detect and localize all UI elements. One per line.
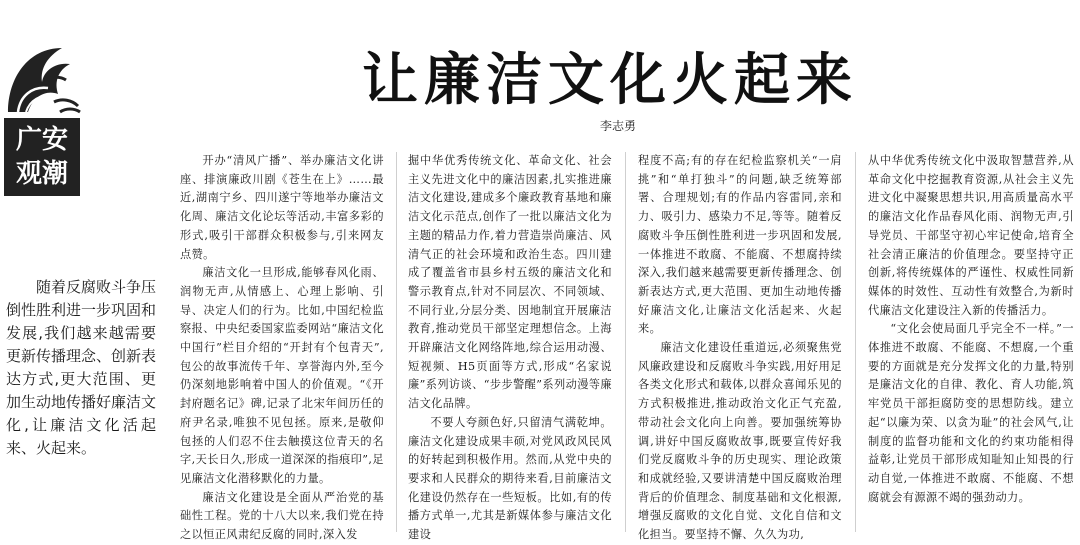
body-paragraph: 开办“清风广播”、举办廉洁文化讲座、排演廉政川剧《苍生在上》……最近,湖南宁乡、四川遂宁等地举办廉洁文化周、廉洁文化论坛等活动,丰富多彩的形式,吸引干部群众积极参与,引来网友点赞。 bbox=[180, 154, 384, 261]
body-paragraph: “文化会使局面几乎完全不一样。”一体推进不敢腐、不能腐、不想腐,一个重要的方面就是充分发挥文化的力量,特别是廉洁文化的自律、教化、育人功能,筑牢党员干部拒腐防变的思想防线。建立起“以廉为荣、以贪为耻”的社会风气,让制度的监督功能和文化的约束功能相得益彰,让党员干部形成知耻知止知畏的行动自觉,一体推进不敢腐、不能腐、不想腐就会有源源不竭的强劲动力。 bbox=[868, 322, 1074, 504]
wave-emblem-icon bbox=[4, 42, 82, 116]
body-column-4 bbox=[868, 152, 1074, 532]
intro-summary: 随着反腐败斗争压倒性胜利进一步巩固和发展,我们越来越需要更新传播理念、创新表达方式,更大范围、更加生动地传播好廉洁文化,让廉洁文化活起来、火起来。 bbox=[6, 278, 157, 457]
author-byline: 李志勇 bbox=[600, 119, 637, 133]
body-column-1 bbox=[180, 152, 384, 542]
column-label-badge bbox=[4, 118, 80, 196]
body-paragraph: 程度不高;有的存在纪检监察机关“一肩挑”和“单打独斗”的问题,缺乏统筹部署、合理规划;有的作品内容雷同,亲和力、吸引力、感染力不足,等等。随着反腐败斗争压倒性胜利进一步巩固和发展,一体推进不敢腐、不能腐、不想腐持续深入,我们越来越需要更新传播理念、创新表达方式,更大范围、更加生动地传播好廉洁文化,让廉洁文化活起来、火起来。 bbox=[638, 154, 842, 336]
body-column-3 bbox=[638, 152, 842, 542]
body-paragraph: 掘中华优秀传统文化、革命文化、社会主义先进文化中的廉洁因素,扎实推进廉洁文化建设,建成多个廉政教育基地和廉洁文化示范点,创作了一批以廉洁文化为主题的精品力作,着力营造崇尚廉洁、风清气正的社会环境和政治生态。四川建成了覆盖省市县乡村五级的廉洁文化和警示教育点,针对不同层次、不同领域、不同行业,分层分类、因地制宜开展廉洁教育,推动党员干部坚定理想信念。上海开辟廉洁文化网络阵地,综合运用动漫、短视频、H5页面等方式,形成“名家说廉”系列访谈、“步步警醒”系列动漫等廉洁文化品牌。 bbox=[408, 154, 612, 411]
body-column-2 bbox=[408, 152, 612, 542]
body-paragraph: 廉洁文化建设是全面从严治党的基础性工程。党的十八大以来,我们党在持之以恒正风肃纪反腐的同时,深入发 bbox=[180, 490, 384, 542]
body-paragraph: 不要人夸颜色好,只留清气满乾坤。廉洁文化建设成果丰硕,对党风政风民风的好转起到积极作用。然而,从党中央的要求和人民群众的期待来看,目前廉洁文化建设仍然存在一些短板。比如,有的传播方式单一,尤其是新媒体参与廉洁文化建设 bbox=[408, 415, 612, 542]
body-paragraph: 廉洁文化建设任重道远,必须聚焦党风廉政建设和反腐败斗争实践,用好用足各类文化形式和载体,以群众喜闻乐见的方式积极推进,推动政治文化正气充盈,带动社会文化向上向善。要加强统筹协调,讲好中国反腐败故事,既要宣传好我们党反腐败斗争的历史现实、理论政策和成就经验,又要讲清楚中国反腐败治理背后的价值理念、制度基础和文化根源,增强反腐败的文化自觉、文化自信和文化担当。要坚持不懈、久久为功, bbox=[638, 341, 842, 542]
column-divider bbox=[855, 152, 856, 532]
column-label-line-2: 观潮 bbox=[15, 159, 68, 189]
body-paragraph: 廉洁文化一旦形成,能够春风化雨、润物无声,从情感上、心理上影响、引导、决定人们的行为。比如,中国纪检监察报、中央纪委国家监委网站“廉洁文化中国行”栏目介绍的“开封有个包青天”,包公的故事流传千年、享誉海内外,至今仍深刻地影响着中国人的价值观。“《开封府题名记》碑,记录了北宋年间历任的府尹名录,唯独不见包拯。原来,是敬仰包拯的人们忍不住去触摸这位青天的名字,天长日久,形成一道深深的指痕印”,足见廉洁文化潜移默化的力量。 bbox=[180, 266, 384, 485]
column-divider bbox=[396, 152, 397, 532]
column-divider bbox=[625, 152, 626, 532]
body-paragraph: 从中华优秀传统文化中汲取智慧营养,从革命文化中挖掘教育资源,从社会主义先进文化中凝聚思想共识,用高质量高水平的廉洁文化作品春风化雨、润物无声,引导党员、干部坚守初心牢记使命,培育全社会清正廉洁的价值理念。要坚持守正创新,将传统媒体的严谨性、权威性同新媒体的时效性、互动性有效整合,为新时代廉洁文化建设注入新的传播活力。 bbox=[868, 154, 1074, 317]
column-label-line-1: 广安 bbox=[15, 125, 68, 155]
article-title: 让廉洁文化火起来 bbox=[362, 48, 858, 113]
